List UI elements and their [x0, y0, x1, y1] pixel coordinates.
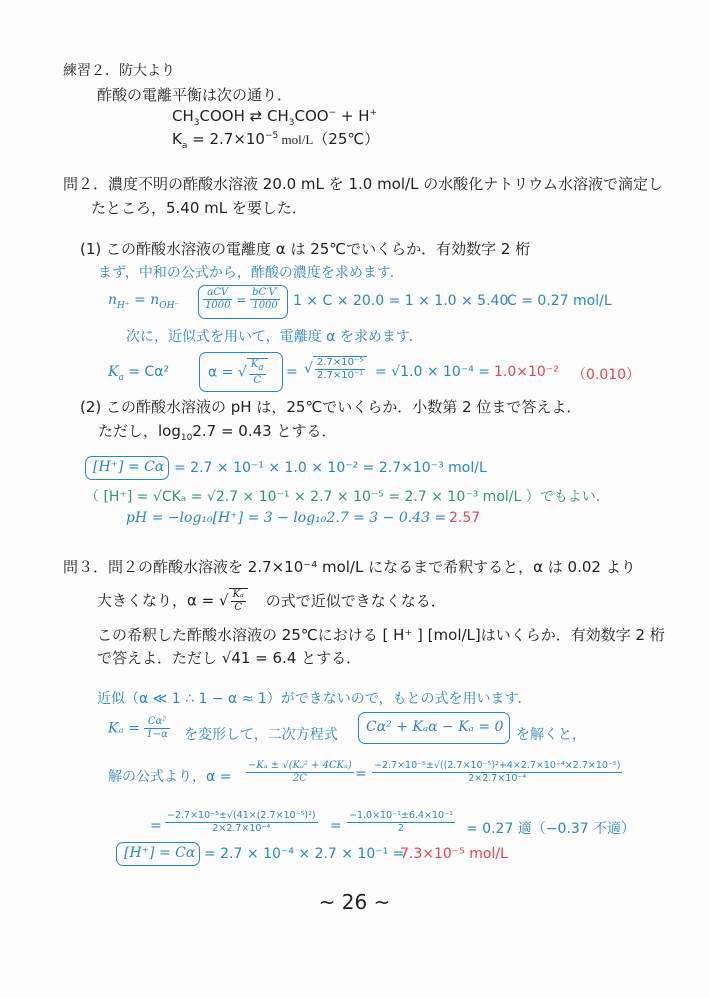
q2-part1-sqrt-fraction: √ $\frac{\text{2.7×10⁻⁵}}{\text{2.7×10⁻¹}}$ [304, 356, 367, 382]
q2-part2-answer: 2.57 [449, 510, 481, 526]
q2-part1-eq1-rest: 1 × C × 20.0 = 1 × 1.0 × 5.40 [293, 293, 509, 309]
q3-line4: で答えよ．ただし √41 = 6.4 とする． [97, 649, 362, 667]
quadratic-equation: Cα² + Kₐα − Kₐ = 0 [366, 719, 504, 735]
q2-part2-eq3: pH = −log₁₀[H⁺] = 3 − log₁₀2.7 = 3 − 0.43 = [126, 510, 447, 526]
q2-part1-label: (1) この酢酸水溶液の電離度 α は 25℃でいくらか．有効数字 2 桁 [80, 240, 531, 258]
equilibrium-equation: $CH_3COOH$ ⇄ $CH_3COO^- + H^+$ [172, 107, 378, 128]
quadratic-substituted: $\frac{\text{−2.7×10⁻⁵±√((2.7×10⁻⁵)²+4×2.7×10⁻⁴×2.7×10⁻⁵)}}{\text{2×2.7×10⁻⁴}}$ [374, 760, 621, 784]
q2-part2-eq2: （ [H⁺] = √CKₐ = √2.7 × 10⁻¹ × 2.7 × 10⁻⁵ = 2.7 × 10⁻³ mol/L ）でもよい． [85, 489, 610, 505]
quadratic-simplified: $\frac{\text{−2.7×10⁻⁵±√(41×(2.7×10⁻⁵)²)}}{\text{2×2.7×10⁻⁴}}$ [167, 810, 316, 834]
q2-part1-eq2-eq: = [286, 364, 298, 380]
q3-answer: 7.3×10⁻⁵ mol/L [400, 846, 508, 862]
q2-part1-eq2-sqrt: = √1.0 × 10⁻⁴ = [375, 364, 490, 380]
q3-line2: 大きくなり，α = √ $\frac{\text{Kₐ}}{C}$ の式で近似できなくなる． [97, 589, 446, 613]
q3-line3: この希釈した酢酸水溶液の 25℃における [ H⁺ ] [mol/L]はいくらか．有効数字 2 桁 [97, 626, 665, 644]
q2-part1-concentration: C = 0.27 mol/L [507, 293, 612, 309]
q3-eq1-left: Kₐ = $\frac{\text{Cα²}}{1-\alpha}$ [108, 716, 168, 740]
q3-eq3-eq: = [330, 818, 342, 834]
q3-eq3-pre: = [150, 818, 162, 834]
q3-eq1-mid: を変形して，二次方程式 [184, 727, 338, 743]
q2-part2-label: (2) この酢酸水溶液の pH は，25℃でいくらか．小数第 2 位まで答えよ． [80, 398, 582, 416]
q3-h-ion-formula: [H⁺] = Cα [124, 845, 196, 861]
q3-eq1-post: を解くと， [516, 727, 586, 743]
quadratic-numeric: $\frac{\text{−1.0×10⁻¹±6.4×10⁻¹}}{2}$ [349, 810, 453, 834]
q2-line1: 問２．濃度不明の酢酸水溶液 20.0 mL を 1.0 mol/L の水酸化ナトリウム水溶液で滴定し [63, 175, 664, 193]
neutralization-formula: $\frac{\text{aCV}}{1000}$ = $\frac{bC'V'}{1000}$ [205, 287, 278, 311]
quadratic-formula: $\frac{\text{−Kₐ ± √(Kₐ² + 4CKₐ)}}{2C}$ [248, 760, 352, 784]
q3-line1: 問３．問２の酢酸水溶液を 2.7×10⁻⁴ mol/L になるまで希釈すると，α は 0.02 より [63, 558, 636, 576]
h-ion-formula: [H⁺] = Cα [93, 459, 165, 475]
q2-line2: たところ，5.40 mL を要した． [91, 199, 307, 217]
q2-part1-note2: 次に，近似式を用いて，電離度 α を求めます． [126, 329, 423, 345]
q2-part1-eq1: $n_{H^+} = n_{OH^-}$ [108, 292, 180, 311]
q2-part2-given: ただし，$\log_{10}2.7 = 0.43$ とする． [98, 422, 337, 443]
q2-part1-note1: まず，中和の公式から，酢酸の濃度を求めます． [98, 265, 404, 281]
q3-eq3-post: = 0.27 適（−0.37 不適） [466, 821, 636, 837]
ka-value: $K_a = 2.7\times 10^{-5}$ mol/L（25℃） [172, 130, 380, 151]
q3-eq2-pre: 解の公式より，α = [108, 769, 232, 785]
q2-part2-eq1: = 2.7 × 10⁻¹ × 1.0 × 10⁻² = 2.7×10⁻³ mol/L [174, 460, 487, 476]
q3-note1: 近似（α ≪ 1 ∴ 1 − α ≈ 1）ができないので，もとの式を用います． [97, 691, 532, 707]
q3-eq2-eq: = [355, 766, 367, 782]
q2-part1-eq2-left: $K_a = C\alpha^2$ [108, 364, 170, 383]
exercise-heading: 練習２．防大より [63, 63, 175, 79]
page-number: ~ 26 ~ [318, 890, 391, 914]
q2-part1-answer-decimal: （0.010） [572, 367, 641, 383]
q3-eq4-mid: = 2.7 × 10⁻⁴ × 2.7 × 10⁻¹ = [204, 846, 405, 862]
q2-part1-answer: 1.0×10⁻² [494, 364, 559, 380]
intro-description: 酢酸の電離平衡は次の通り． [97, 86, 293, 104]
alpha-approx-formula: α = √ $\frac{K_a}{C}$ [208, 358, 268, 387]
